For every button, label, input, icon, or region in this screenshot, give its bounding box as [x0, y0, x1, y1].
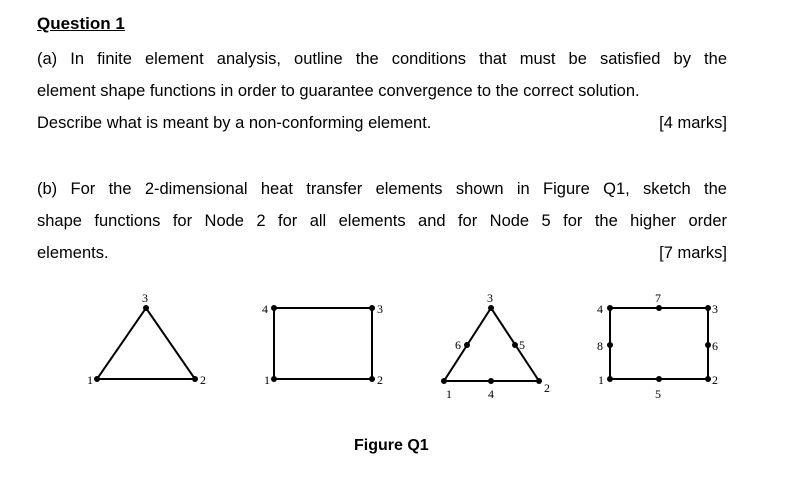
node-label: 4	[488, 387, 494, 401]
node-marker	[705, 342, 711, 348]
part-a-text	[37, 43, 727, 139]
part-b-line-3: elements.	[37, 244, 109, 262]
node-marker	[94, 376, 100, 382]
node-label: 2	[544, 381, 550, 395]
node-label: 3	[712, 302, 718, 316]
node-label: 5	[655, 387, 661, 401]
node-label: 6	[712, 339, 718, 353]
part-a-line-2: element shape functions in order to guarantee convergence to the correct solution.	[37, 82, 640, 100]
node-marker	[192, 376, 198, 382]
node-marker	[271, 305, 277, 311]
node-label: 7	[655, 291, 661, 305]
node-label: 1	[87, 373, 93, 387]
part-b-line-2: shape functions for Node 2 for all elements and for Node 5 for the higher order	[37, 212, 727, 230]
node-marker	[656, 376, 662, 382]
triangle-edges	[97, 308, 195, 379]
element-quadratic-quad	[597, 291, 718, 401]
node-label: 8	[597, 339, 603, 353]
node-marker	[656, 305, 662, 311]
node-label: 1	[264, 373, 270, 387]
node-label: 6	[455, 338, 461, 352]
node-marker	[143, 305, 149, 311]
part-a-line-1: (a) In finite element analysis, outline the conditions that must be satisfied by the	[37, 50, 727, 68]
element-quadratic-triangle	[441, 291, 550, 401]
node-label: 3	[487, 291, 493, 305]
node-marker	[607, 342, 613, 348]
part-b-text	[37, 173, 727, 269]
quad-edges	[274, 308, 372, 379]
node-label: 2	[200, 373, 206, 387]
node-marker	[705, 376, 711, 382]
node-label: 3	[142, 291, 148, 305]
node-label: 4	[262, 302, 268, 316]
node-marker	[536, 378, 542, 384]
part-a-last-line	[37, 107, 727, 139]
part-b-last-line	[37, 237, 727, 269]
node-marker	[607, 376, 613, 382]
node-label: 4	[597, 302, 603, 316]
node-label: 2	[712, 373, 718, 387]
node-marker	[369, 376, 375, 382]
element-bilinear-quad	[262, 302, 383, 387]
element-linear-triangle	[87, 291, 206, 387]
node-marker	[488, 305, 494, 311]
node-marker	[705, 305, 711, 311]
node-marker	[441, 378, 447, 384]
figure-q1-diagram	[0, 285, 806, 425]
part-a-line-3: Describe what is meant by a non-conforming element.	[37, 114, 432, 132]
node-marker	[607, 305, 613, 311]
node-marker	[464, 342, 470, 348]
node-label: 3	[377, 302, 383, 316]
node-label: 1	[598, 373, 604, 387]
node-label: 2	[377, 373, 383, 387]
node-marker	[512, 342, 518, 348]
node-label: 1	[446, 387, 452, 401]
quad-edges	[610, 308, 708, 379]
part-b-marks: [7 marks]	[659, 244, 727, 262]
part-b-line-1: (b) For the 2-dimensional heat transfer elements shown in Figure Q1, sketch the	[37, 180, 727, 198]
part-a-marks: [4 marks]	[659, 114, 727, 132]
node-marker	[488, 378, 494, 384]
figure-caption: Figure Q1	[354, 437, 429, 454]
node-marker	[271, 376, 277, 382]
node-label: 5	[519, 338, 525, 352]
question-heading: Question 1	[37, 14, 125, 33]
node-marker	[369, 305, 375, 311]
